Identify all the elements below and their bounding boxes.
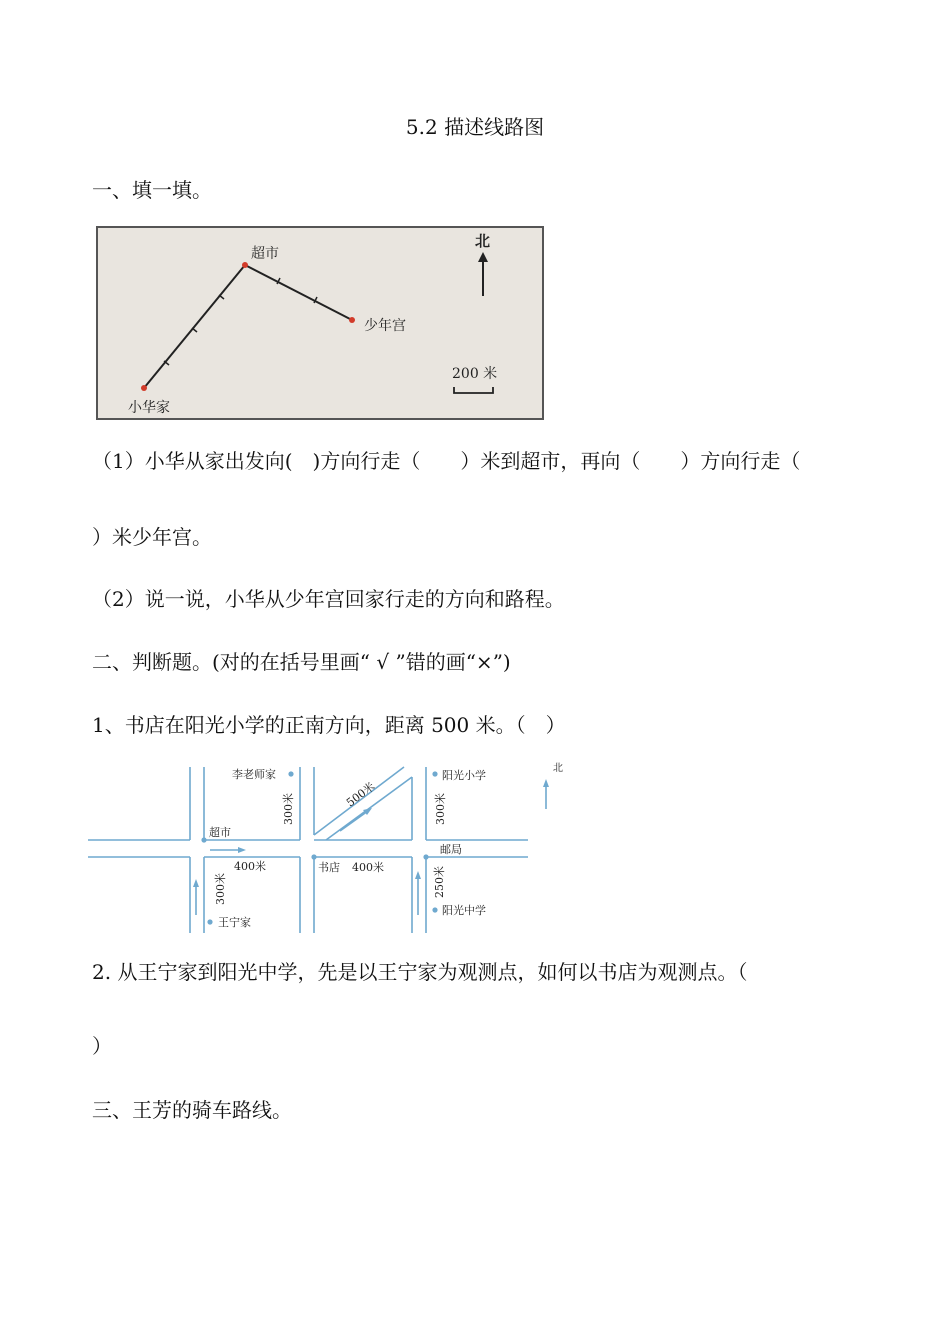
judgment-item-2-line1: 2. 从王宁家到阳光中学，先是以王宁家为观测点，如何以书店为观测点。（ [92,960,748,984]
route-map-figure [96,226,544,420]
q2-text: （2）说一说，小华从少年宫回家行走的方向和路程。 [92,587,565,611]
market-label-2: 超市 [209,826,231,839]
route-segment-market-palace [245,265,352,320]
north-label: 北 [475,232,491,250]
wang-home-dot [207,919,212,924]
scale-bar [454,387,493,393]
bookstore-dot [311,854,316,859]
bookstore-label: 书店 [318,861,340,874]
market-label: 超市 [251,246,279,262]
section-1-heading: 一、填一填。 [92,178,212,202]
distance-400-right: 400米 [352,861,384,874]
home-point [141,385,147,391]
distance-250: 250米 [433,866,446,898]
section-2-heading: 二、判断题。(对的在括号里画“ √ ”错的画“×”) [92,650,511,674]
distance-500: 500米 [343,779,378,810]
distance-300-left: 300米 [282,793,295,825]
market-dot [201,837,206,842]
judgment-item-2-line2: ） [92,1034,112,1058]
section-3-heading: 三、王芳的骑车路线。 [92,1098,292,1122]
teacher-home-dot [288,771,293,776]
scale-label: 200 米 [452,366,498,382]
street-map-figure [88,763,563,941]
distance-400-left: 400米 [234,860,266,873]
palace-label: 少年宫 [364,318,406,334]
palace-point [349,317,355,323]
school-label: 阳光小学 [442,769,486,782]
distance-300-bottom: 300米 [214,873,227,905]
page-title: 5.2 描述线路图 [405,115,545,139]
post-dot [423,854,428,859]
middle-school-dot [432,907,437,912]
middle-school-label: 阳光中学 [442,904,486,917]
north-label-2: 北 [553,763,563,774]
wang-home-label: 王宁家 [218,916,251,929]
post-label: 邮局 [440,843,462,856]
distance-300-right: 300米 [434,793,447,825]
judgment-item-1: 1、书店在阳光小学的正南方向，距离 500 米。（ ） [92,713,566,737]
q1-line1: （1）小华从家出发向( )方向行走（ ）米到超市，再向（ ）方向行走（ [92,449,801,473]
teacher-home-label: 李老师家 [232,768,276,781]
route-segment-home-market [144,265,245,388]
market-point [242,262,248,268]
home-label: 小华家 [128,400,170,416]
q1-line2: ）米少年宫。 [92,525,212,549]
school-dot [432,771,437,776]
